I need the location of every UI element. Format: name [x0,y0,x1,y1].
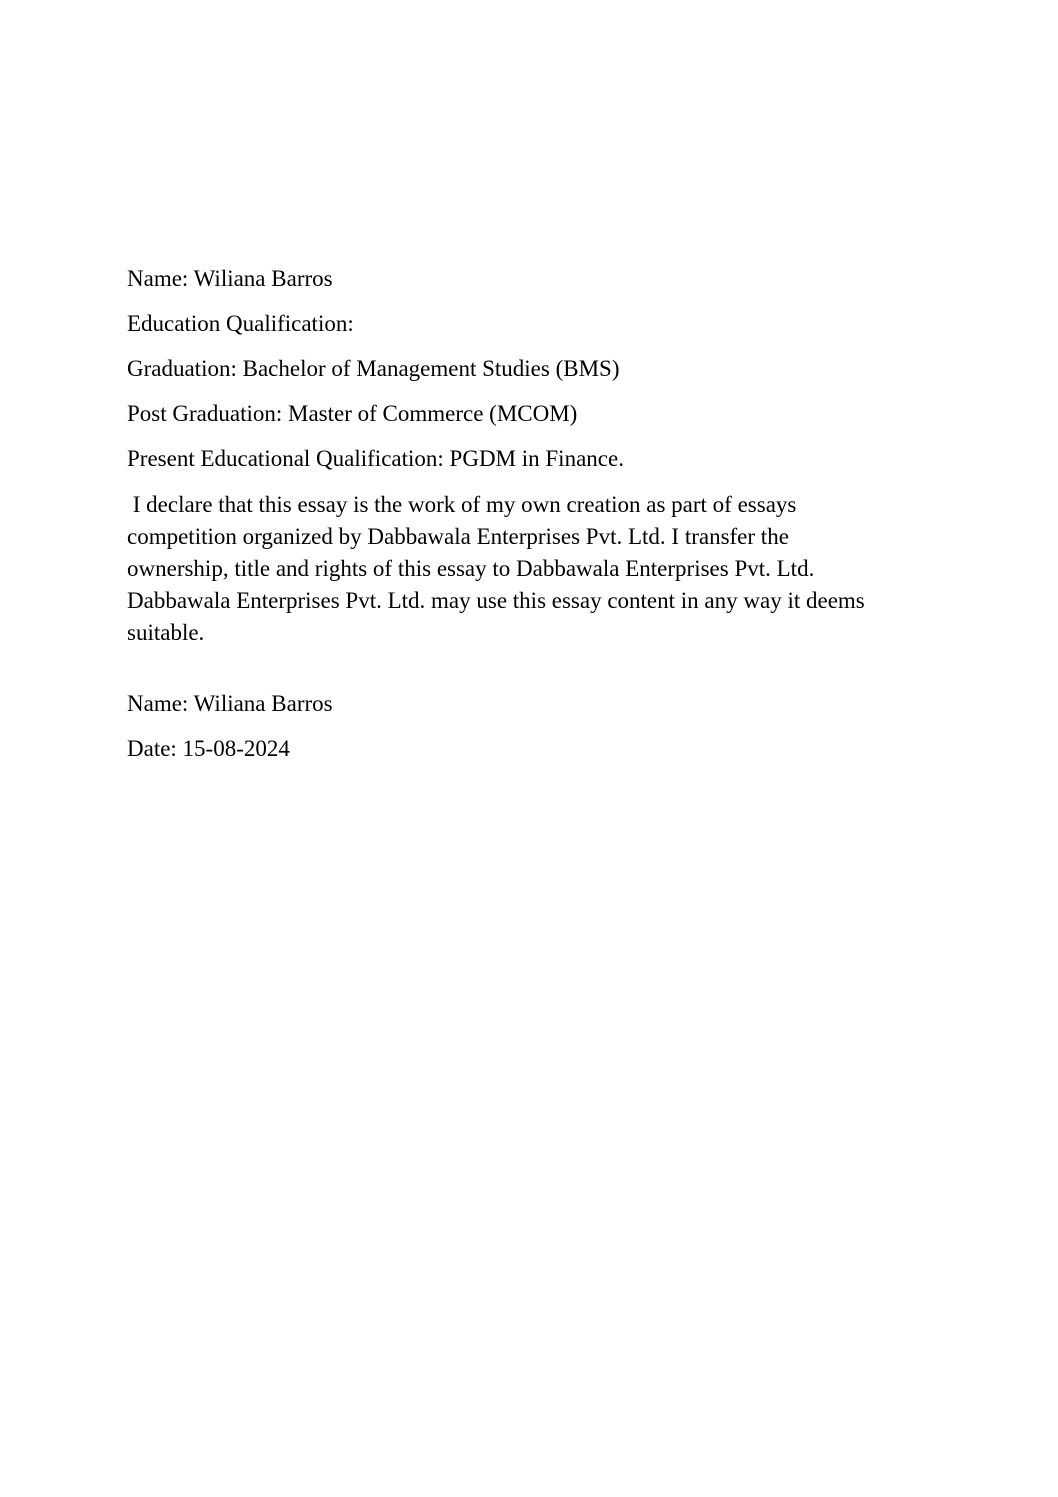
signature-date: Date: 15-08-2024 [127,736,290,761]
declaration-line: I declare that this essay is the work of my own creation as part of essays [127,492,797,517]
present-qualification-line: Present Educational Qualification: PGDM in Finance. [127,446,624,471]
graduation-line: Graduation: Bachelor of Management Studies (BMS) [127,356,620,381]
declaration-paragraph [127,489,942,649]
signature-name: Name: Wiliana Barros [127,691,333,716]
post-graduation-line: Post Graduation: Master of Commerce (MCOM) [127,401,578,426]
declaration-line: competition organized by Dabbawala Enterprises Pvt. Ltd. I transfer the [127,524,789,549]
declaration-line: Dabbawala Enterprises Pvt. Ltd. may use this essay content in any way it deems [127,588,865,613]
declaration-line: ownership, title and rights of this essay to Dabbawala Enterprises Pvt. Ltd. [127,556,815,581]
education-heading: Education Qualification: [127,311,354,336]
declaration-line: suitable. [127,620,205,645]
applicant-name: Name: Wiliana Barros [127,266,333,291]
